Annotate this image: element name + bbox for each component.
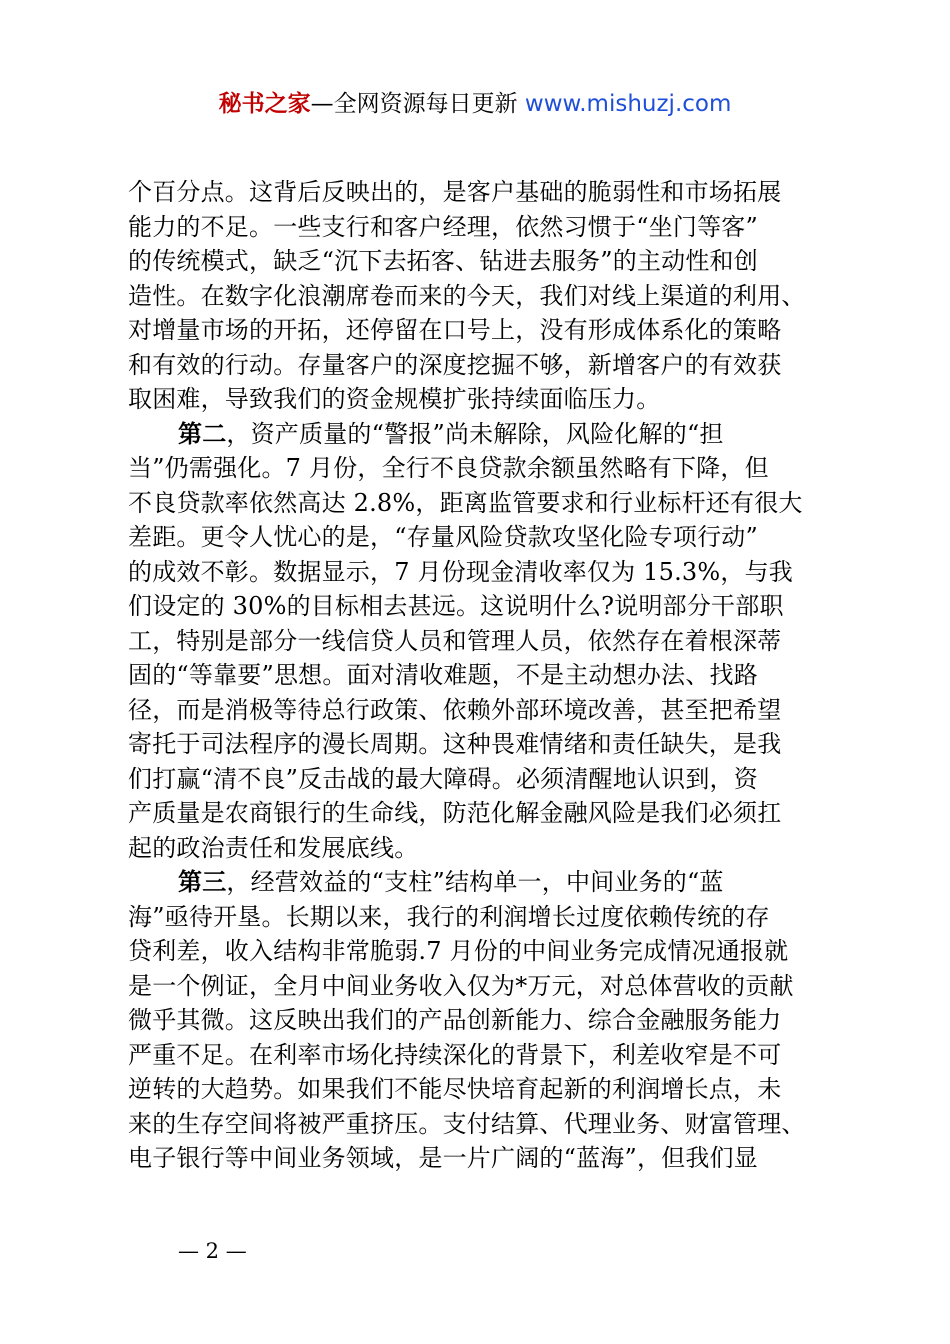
brand-name: 秘书之家 xyxy=(218,91,311,117)
text-line: 贷利差，收入结构非常脆弱.7 月份的中间业务完成情况通报就 xyxy=(128,937,789,965)
text-line: 是一个例证，全月中间业务收入仅为*万元，对总体营收的贡献 xyxy=(128,971,794,1000)
text-line: 逆转的大趋势。如果我们不能尽快培育起新的利润增长点，未 xyxy=(128,1075,782,1103)
text-line: 微乎其微。这反映出我们的产品创新能力、综合金融服务能力 xyxy=(128,1006,782,1034)
text-line: 寄托于司法程序的漫长周期。这种畏难情绪和责任缺失，是我 xyxy=(128,730,782,758)
text-line xyxy=(128,417,836,452)
text-line: 取困难，导致我们的资金规模扩张持续面临压力。 xyxy=(128,385,661,413)
text-line: 个百分点。这背后反映出的，是客户基础的脆弱性和市场拓展 xyxy=(128,178,782,206)
text-line: 起的政治责任和发展底线。 xyxy=(128,833,419,862)
text-line: 来的生存空间将被严重挤压。支付结算、代理业务、财富管理、 xyxy=(128,1109,806,1138)
text-line: 造性。在数字化浪潮席卷而来的今天，我们对线上渠道的利用、 xyxy=(128,281,806,310)
text-line: 对增量市场的开拓，还停留在口号上，没有形成体系化的策略 xyxy=(128,316,782,344)
text-line: 和有效的行动。存量客户的深度挖掘不够，新增客户的有效获 xyxy=(128,350,782,379)
text-line: 当”仍需强化。7 月份，全行不良贷款余额虽然略有下降，但 xyxy=(128,454,769,482)
text-line: 产质量是农商银行的生命线，防范化解金融风险是我们必须扛 xyxy=(128,799,782,827)
point-label: 第二 xyxy=(178,418,227,448)
text-line: 们设定的 30%的目标相去甚远。这说明什么?说明部分干部职 xyxy=(128,592,784,620)
site-header xyxy=(0,88,950,120)
text-line: 电子银行等中间业务领域，是一片广阔的“蓝海”，但我们显 xyxy=(128,1144,758,1172)
document-body xyxy=(128,175,836,1176)
paragraph xyxy=(128,865,836,1176)
text-span: ，资产质量的“警报”尚未解除，风险化解的“担 xyxy=(226,419,724,448)
text-line: 海”亟待开垦。长期以来，我行的利润增长过度依赖传统的存 xyxy=(128,902,770,931)
text-line: 严重不足。在利率市场化持续深化的背景下，利差收窄是不可 xyxy=(128,1040,782,1069)
point-label: 第三 xyxy=(178,867,227,896)
text-line: 的传统模式，缺乏“沉下去拓客、钻进去服务”的主动性和创 xyxy=(128,247,758,275)
text-line: 不良贷款率依然高达 2.8%，距离监管要求和行业标杆还有很大 xyxy=(128,488,803,517)
text-line: 的成效不彰。数据显示，7 月份现金清收率仅为 15.3%，与我 xyxy=(128,557,793,586)
text-line xyxy=(128,865,836,900)
text-line: 径，而是消极等待总行政策、依赖外部环境改善，甚至把希望 xyxy=(128,695,782,724)
paragraph xyxy=(128,417,836,866)
site-url-link[interactable]: www.mishuzj.com xyxy=(524,91,732,117)
header-tagline: —全网资源每日更新 xyxy=(310,91,525,117)
text-line: 工，特别是部分一线信贷人员和管理人员，依然存在着根深蒂 xyxy=(128,626,782,655)
text-span: ，经营效益的“支柱”结构单一，中间业务的“蓝 xyxy=(226,868,724,896)
paragraph xyxy=(128,175,836,417)
page-number: — 2 — xyxy=(178,1239,247,1263)
text-line: 差距。更令人忧心的是，“存量风险贷款攻坚化险专项行动” xyxy=(128,523,758,551)
text-line: 能力的不足。一些支行和客户经理，依然习惯于“坐门等客” xyxy=(128,212,758,241)
text-line: 们打赢“清不良”反击战的最大障碍。必须清醒地认识到，资 xyxy=(128,764,758,793)
text-line: 固的“等靠要”思想。面对清收难题，不是主动想办法、找路 xyxy=(128,661,758,689)
